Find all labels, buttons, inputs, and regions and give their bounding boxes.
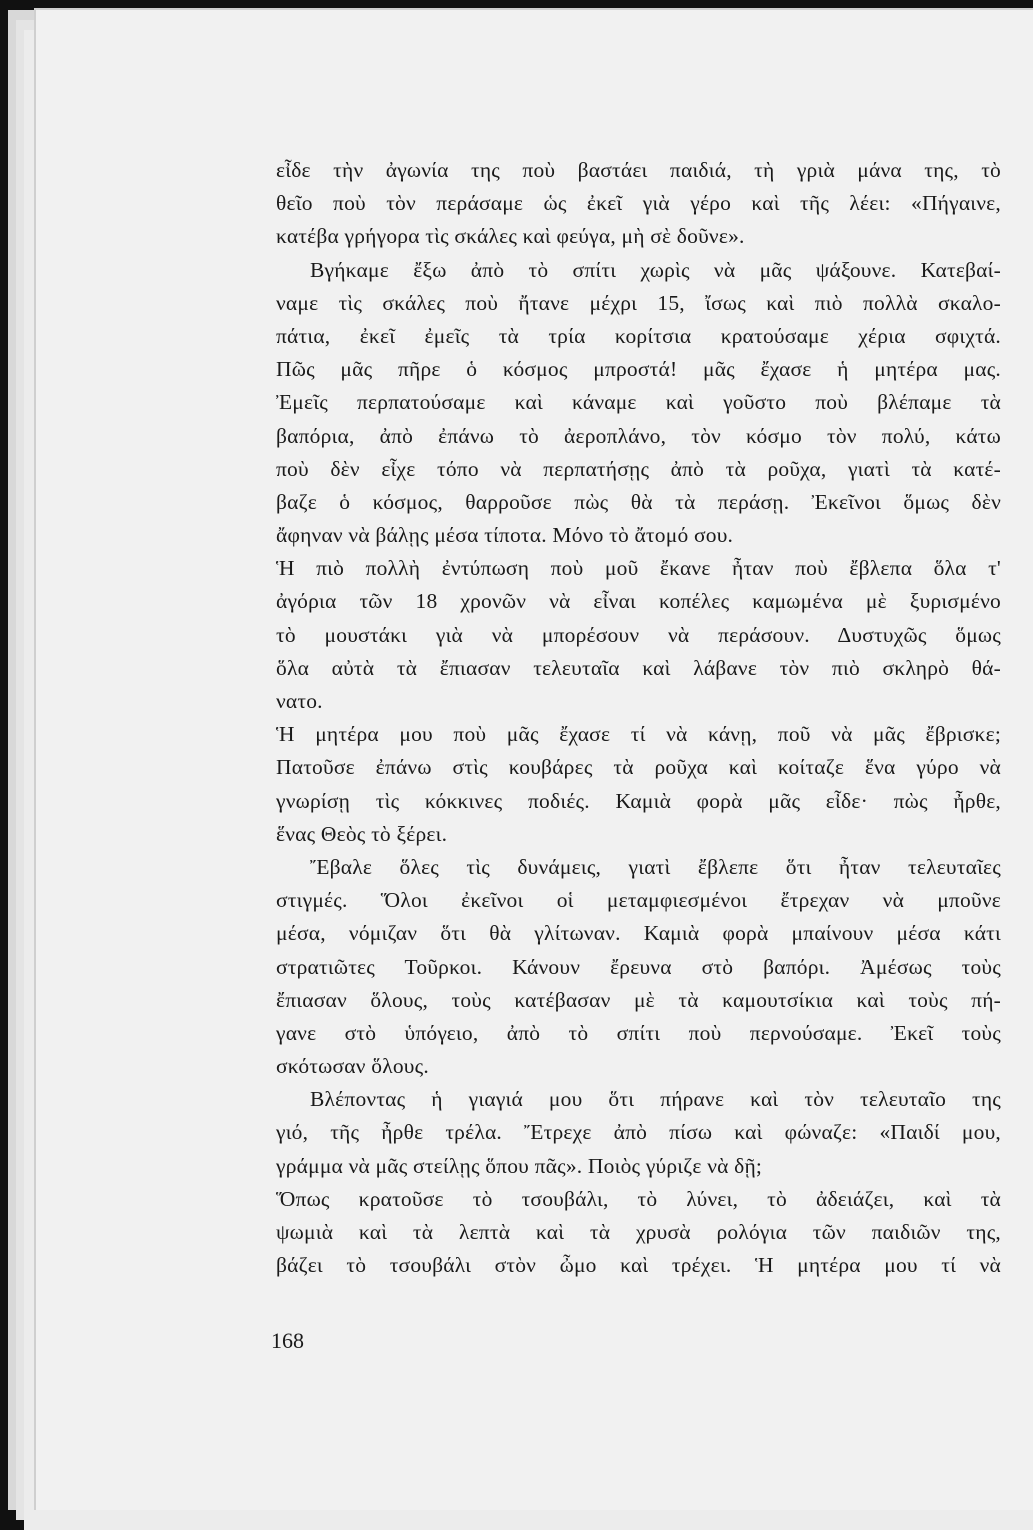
text-line: γράμμα νὰ μᾶς στείλῃς ὅπου πᾶς». Ποιὸς γύριζε νὰ δῇ; bbox=[276, 1153, 763, 1178]
text-line: ναμε τὶς σκάλες ποὺ ἤτανε μέχρι 15, ἴσως καὶ πιὸ πολλὰ σκαλο- bbox=[276, 290, 1001, 315]
text-line: βαζε ὁ κόσμος, θαρροῦσε πὼς θὰ τὰ περάσῃ. Ἐκεῖνοι ὅμως δὲν bbox=[276, 489, 1001, 514]
text-line: βαπόρια, ἀπὸ ἐπάνω τὸ ἀεροπλάνο, τὸν κόσμο τὸν πολύ, κάτω bbox=[276, 423, 1001, 448]
text-line: ψωμιὰ καὶ τὰ λεπτὰ καὶ τὰ χρυσὰ ρολόγια τῶν παιδιῶν της, bbox=[276, 1220, 1001, 1244]
text-line: Πατοῦσε ἐπάνω στὶς κουβάρες τὰ ροῦχα καὶ κοίταζε ἕνα γύρο νὰ bbox=[276, 755, 1001, 780]
text-line: ἄφηναν νὰ βάλῃς μέσα τίποτα. Μόνο τὸ ἄτομό σου. bbox=[276, 523, 734, 548]
text-line: Πῶς μᾶς πῆρε ὁ κόσμος μπροστά! μᾶς ἔχασε ἡ μητέρα μας. bbox=[276, 357, 1001, 382]
text-line: Βγήκαμε ἔξω ἀπὸ τὸ σπίτι χωρὶς νὰ μᾶς ψάξουνε. Κατεβαί- bbox=[310, 257, 1001, 282]
text-line: Ἔβαλε ὅλες τὶς δυνάμεις, γιατὶ ἔβλεπε ὅτι ἦταν τελευταῖες bbox=[310, 854, 1001, 879]
text-line: ὅλα αὐτὰ τὰ ἔπιασαν τελευταῖα καὶ λάβανε τὸν πιὸ σκληρὸ θά- bbox=[276, 655, 1001, 680]
text-line: ἔπιασαν ὅλους, τοὺς κατέβασαν μὲ τὰ καμουτσίκια καὶ τοὺς πή- bbox=[276, 987, 1001, 1012]
text-line: Ἐμεῖς περπατούσαμε καὶ κάναμε καὶ γοῦστο ποὺ βλέπαμε τὰ bbox=[276, 390, 1001, 415]
text-line: μέσα, νόμιζαν ὅτι θὰ γλίτωναν. Καμιὰ φορὰ μπαίνουν μέσα κάτι bbox=[276, 921, 1001, 946]
text-line: θεῖο ποὺ τὸν περάσαμε ὡς ἐκεῖ γιὰ γέρο καὶ τῆς λέει: «Πήγαινε, bbox=[276, 191, 1001, 216]
text-line: βάζει τὸ τσουβάλι στὸν ὦμο καὶ τρέχει. Ἡ μητέρα μου τί νὰ bbox=[276, 1253, 1001, 1278]
text-line: ἀγόρια τῶν 18 χρονῶν νὰ εἶναι κοπέλες καμωμένα μὲ ξυρισμένο bbox=[276, 589, 1001, 614]
text-line: Βλέποντας ἡ γιαγιά μου ὅτι πήρανε καὶ τὸν τελευταῖο της bbox=[310, 1087, 1001, 1112]
text-line: γανε στὸ ὑπόγειο, ἀπὸ τὸ σπίτι ποὺ περνούσαμε. Ἐκεῖ τοὺς bbox=[276, 1020, 1001, 1045]
text-line: στρατιῶτες Τοῦρκοι. Κάνουν ἔρευνα στὸ βαπόρι. Ἀμέσως τοὺς bbox=[276, 954, 1001, 979]
text-line: Ἡ μητέρα μου ποὺ μᾶς ἔχασε τί νὰ κάνῃ, ποῦ νὰ μᾶς ἔβρισκε; bbox=[276, 722, 1001, 747]
text-line: εἶδε τὴν ἀγωνία της ποὺ βαστάει παιδιά, τὴ γριὰ μάνα της, τὸ bbox=[276, 158, 1001, 182]
text-line: τὸ μουστάκι γιὰ νὰ μπορέσουν νὰ περάσουν. Δυστυχῶς ὅμως bbox=[276, 622, 1001, 647]
text-line: Ὅπως κρατοῦσε τὸ τσουβάλι, τὸ λύνει, τὸ ἀδειάζει, καὶ τὰ bbox=[276, 1186, 1001, 1211]
text-line: σκότωσαν ὅλους. bbox=[276, 1054, 429, 1079]
body-text bbox=[276, 154, 1001, 1282]
text-line: γνωρίσῃ τὶς κόκκινες ποδιές. Καμιὰ φορὰ μᾶς εἶδε· πὼς ἦρθε, bbox=[276, 788, 1001, 813]
text-line: γιό, τῆς ἦρθε τρέλα. Ἔτρεχε ἀπὸ πίσω καὶ φώναζε: «Παιδί μου, bbox=[276, 1120, 1001, 1145]
page-number: 168 bbox=[271, 1328, 304, 1353]
text-line: ποὺ δὲν εἶχε τόπο νὰ περπατήσῃς ἀπὸ τὰ ροῦχα, γιατὶ τὰ κατέ- bbox=[276, 456, 1001, 481]
text-line: ἕνας Θεὸς τὸ ξέρει. bbox=[276, 821, 448, 846]
text-line: πάτια, ἐκεῖ ἐμεῖς τὰ τρία κορίτσια κρατούσαμε χέρια σφιχτά. bbox=[276, 323, 1001, 348]
text-line: Ἡ πιὸ πολλὴ ἐντύπωση ποὺ μοῦ ἔκανε ἦταν ποὺ ἔβλεπα ὅλα τ' bbox=[276, 556, 1001, 581]
text-line: στιγμές. Ὅλοι ἐκεῖνοι οἱ μεταμφιεσμένοι ἔτρεχαν νὰ μποῦνε bbox=[276, 888, 1001, 913]
text-line: νατο. bbox=[276, 689, 323, 713]
text-line: κατέβα γρήγορα τὶς σκάλες καὶ φεύγα, μὴ σὲ δοῦνε». bbox=[276, 224, 745, 249]
book-page bbox=[34, 8, 1033, 1510]
